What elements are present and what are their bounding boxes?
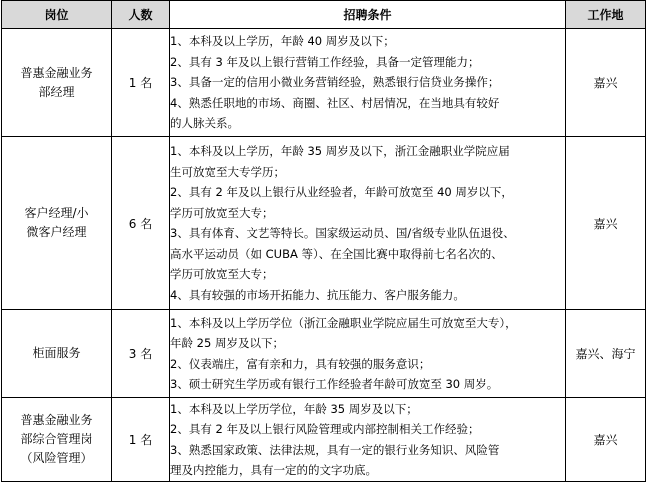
requirements-cell xyxy=(170,310,566,398)
table-row xyxy=(2,137,646,310)
requirement-line: 4、具有较强的市场开拓能力、抗压能力、客户服务能力。 xyxy=(170,287,465,302)
requirement-line: 3、具有体育、文艺等特长。国家级运动员、国/省级专业队伍退役、 xyxy=(170,226,515,240)
position-line: 客户经理/小 xyxy=(24,206,89,220)
requirement-line: 理及内控能力，具有一定的的文字功底。 xyxy=(170,463,377,477)
location-cell: 嘉兴 xyxy=(566,398,646,482)
location-cell: 嘉兴 xyxy=(566,137,646,310)
count-cell: 1 名 xyxy=(112,398,170,482)
requirement-line: 1、本科及以上学历，年龄 35 周岁及以下，浙江金融职业学院应届 xyxy=(170,144,510,158)
requirement-line: 生可放宽至大专学历； xyxy=(170,164,285,179)
header-position: 岗位 xyxy=(2,1,112,29)
position-line: 部经理 xyxy=(38,84,75,99)
requirement-line: 4、熟悉任职地的市场、商圈、社区、村居情况，在当地具有较好 xyxy=(170,95,500,110)
position-cell xyxy=(2,29,112,137)
position-line: 部综合管理岗 xyxy=(20,432,93,446)
table-row xyxy=(2,398,646,482)
requirement-line: 2、具有 2 年及以上银行风险管理或内部控制相关工作经验； xyxy=(170,422,480,436)
location-cell: 嘉兴 xyxy=(566,29,646,137)
requirement-line: 3、具备一定的信用小微业务营销经验，熟悉银行信贷业务操作； xyxy=(170,75,500,90)
count-cell: 1 名 xyxy=(112,29,170,137)
requirement-line: 学历可放宽至大专； xyxy=(170,267,274,281)
position-cell xyxy=(2,398,112,482)
header-location: 工作地 xyxy=(566,1,646,29)
requirements-cell xyxy=(170,137,566,310)
position-line: 普惠金融业务 xyxy=(20,413,93,427)
requirement-line: 3、熟悉国家政策、法律法规，具有一定的银行业务知识、风险管 xyxy=(170,442,500,457)
requirement-line: 1、本科及以上学历学位（浙江金融职业学院应届生可放宽至大专）， xyxy=(170,315,517,330)
requirement-line: 1、本科及以上学历，年龄 40 周岁及以下； xyxy=(170,34,395,49)
count-cell: 6 名 xyxy=(112,137,170,310)
requirement-line: 高水平运动员（如 CUBA 等）、在全国比赛中取得前七名名次的、 xyxy=(170,246,503,261)
requirement-line: 年龄 25 周岁及以下； xyxy=(170,336,284,350)
requirement-line: 的人脉关系。 xyxy=(170,116,239,131)
recruitment-table xyxy=(1,0,646,482)
requirements-cell xyxy=(170,398,566,482)
requirement-line: 学历可放宽至大专； xyxy=(170,205,274,220)
header-row xyxy=(2,1,646,29)
position-line: 微客户经理 xyxy=(26,225,87,239)
table-row xyxy=(2,29,646,137)
position-cell xyxy=(2,137,112,310)
requirement-line: 2、具有 3 年及以上银行营销工作经验，具备一定管理能力； xyxy=(170,54,480,69)
requirements-cell xyxy=(170,29,566,137)
header-requirements: 招聘条件 xyxy=(170,1,566,29)
requirement-line: 1、本科及以上学历学位，年龄 35 周岁及以下； xyxy=(170,401,418,416)
location-cell: 嘉兴、海宁 xyxy=(566,310,646,398)
requirement-line: 3、硕士研究生学历或有银行工作经验者年龄可放宽至 30 周岁。 xyxy=(170,377,499,391)
requirement-line: 2、仪表端庄，富有亲和力，具有较强的服务意识； xyxy=(170,356,431,371)
position-line: 普惠金融业务 xyxy=(20,65,93,80)
table-row xyxy=(2,310,646,398)
position-line: 柜面服务 xyxy=(32,346,81,360)
requirement-line: 2、具有 2 年及以上银行从业经验者，年龄可放宽至 40 周岁以下， xyxy=(170,185,513,199)
header-count: 人数 xyxy=(112,1,170,29)
count-cell: 3 名 xyxy=(112,310,170,398)
position-line: （风险管理） xyxy=(20,451,93,465)
position-cell xyxy=(2,310,112,398)
